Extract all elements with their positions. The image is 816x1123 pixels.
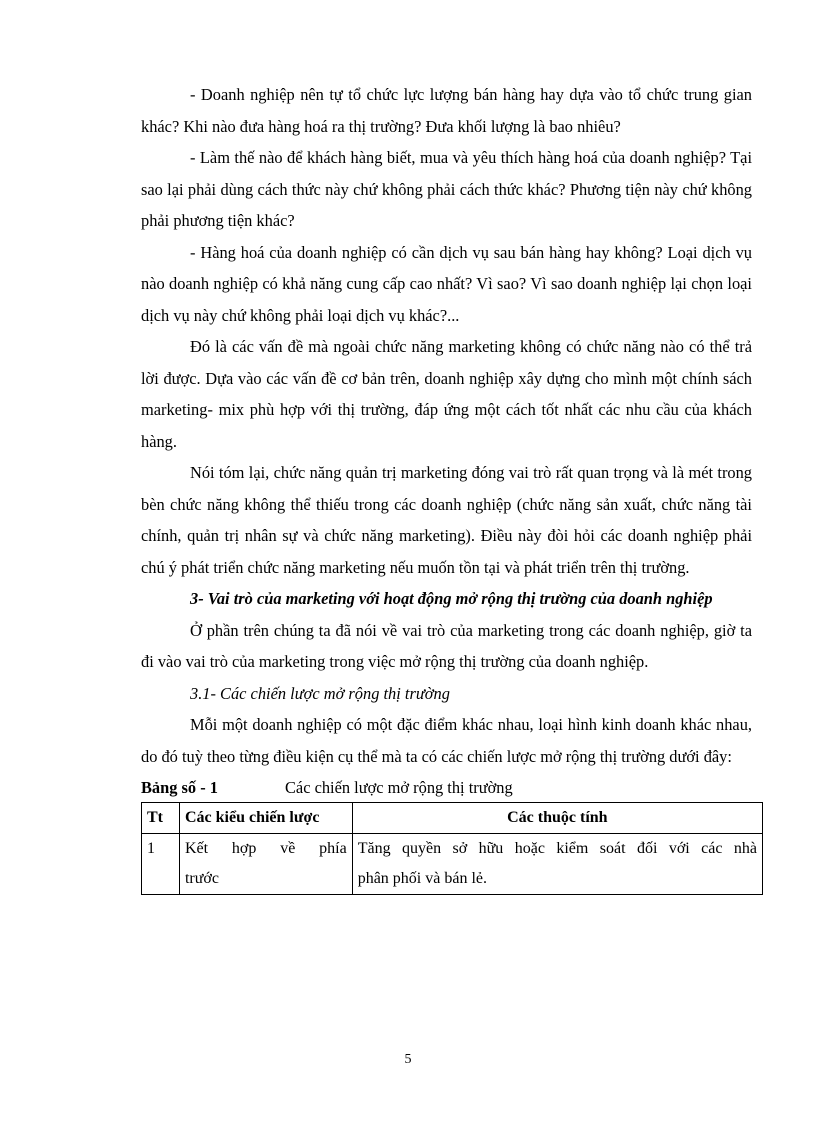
subsection-heading: 3.1- Các chiến lược mở rộng thị trường xyxy=(190,683,450,703)
paragraph-section-intro: Ở phần trên chúng ta đã nói về vai trò của marketing trong các doanh nghiệp, giờ ta đi vào vai trò của marketing trong việc mở rộng thị trường của doanh nghiệp. xyxy=(141,620,752,671)
header-strategy-type: Các kiểu chiến lược xyxy=(179,803,352,834)
header-attributes: Các thuộc tính xyxy=(352,803,762,834)
paragraph-marketing-role: Đó là các vấn đề mà ngoài chức năng marketing không có chức năng nào có thể trả lời được. Dựa vào các vấn đề cơ bản trên, doanh nghiệp xây dựng cho mình một chính sách marketing- mix phù hợp với thị trường, đáp ứng một cách tốt nhất các nhu cầu của khách hàng. xyxy=(141,337,752,451)
header-tt: Tt xyxy=(142,803,180,834)
page-content xyxy=(141,79,757,895)
cell-strategy-line2: trước xyxy=(184,870,219,887)
paragraph-service-questions: - Hàng hoá của doanh nghiệp có cần dịch vụ sau bán hàng hay không? Loại dịch vụ nào doanh nghiệp có khả năng cung cấp cao nhất? Vì sao? Vì sao doanh nghiệp lại chọn loại dịch vụ này chứ không phải loại dịch vụ khác?... xyxy=(141,242,752,325)
cell-attributes-line2: phân phối và bán lẻ. xyxy=(357,870,487,887)
table-header-row xyxy=(142,803,763,834)
paragraph-subsection-intro: Mỗi một doanh nghiệp có một đặc điểm khác nhau, loại hình kinh doanh khác nhau, do đó tuỳ theo từng điều kiện cụ thể mà ta có các chiến lược mở rộng thị trường dưới đây: xyxy=(141,715,752,766)
paragraph-distribution-questions: - Doanh nghiệp nên tự tổ chức lực lượng bán hàng hay dựa vào tổ chức trung gian khác? Khi nào đưa hàng hoá ra thị trường? Đưa khối lượng là bao nhiêu? xyxy=(141,85,752,136)
table-caption-title: Các chiến lược mở rộng thị trường xyxy=(285,778,513,797)
table-row xyxy=(142,834,763,895)
table-caption xyxy=(141,772,752,800)
cell-strategy xyxy=(179,834,352,895)
page-number: 5 xyxy=(404,1052,412,1067)
paragraph-summary: Nói tóm lại, chức năng quản trị marketing đóng vai trò rất quan trọng và là mét trong bèn chức năng không thể thiếu trong các doanh nghiệp (chức năng sản xuất, chức năng tài chính, quản trị nhân sự và chức năng marketing). Điều này đòi hỏi các doanh nghiệp phải chú ý phát triển chức năng marketing nếu muốn tồn tại và phát triển trên thị trường. xyxy=(141,463,752,577)
cell-tt: 1 xyxy=(142,834,180,895)
cell-attributes-line1: Tăng quyền sở hữu hoặc kiểm soát đối với các nhà xyxy=(357,840,757,857)
table-caption-number: Bảng số - 1 xyxy=(141,778,218,797)
cell-attributes xyxy=(352,834,762,895)
cell-strategy-line1: Kết hợp về phía xyxy=(184,840,347,857)
strategy-table xyxy=(141,802,763,895)
section-heading: 3- Vai trò của marketing với hoạt động mở rộng thị trường của doanh nghiệp xyxy=(190,589,713,608)
paragraph-promotion-questions: - Làm thế nào để khách hàng biết, mua và yêu thích hàng hoá của doanh nghiệp? Tại sao lại phải dùng cách thức này chứ không phải cách thức khác? Phương tiện này chứ không phải phương tiện khác? xyxy=(141,148,752,230)
